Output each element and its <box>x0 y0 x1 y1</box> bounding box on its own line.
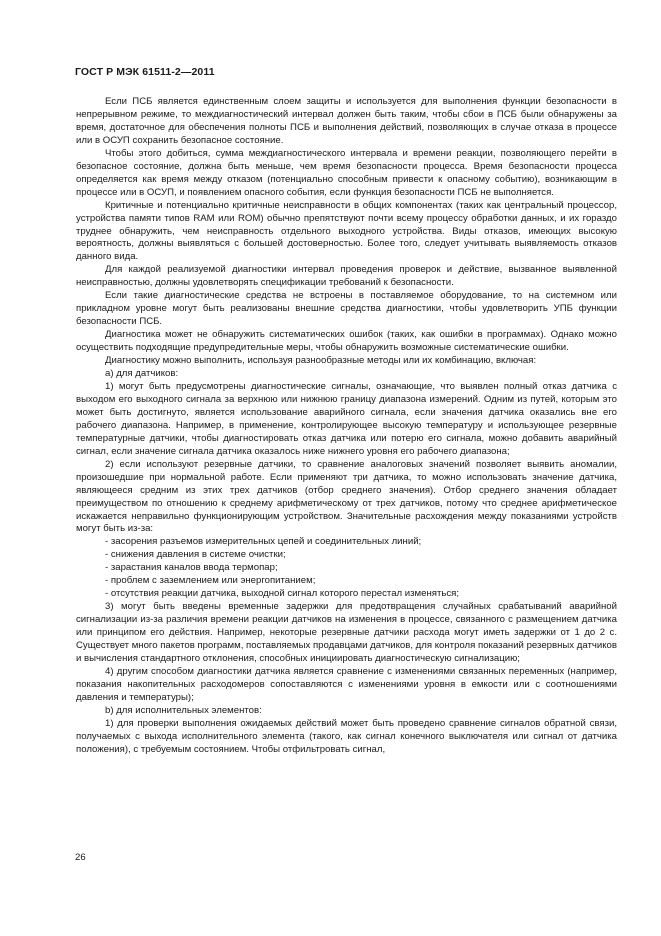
paragraph-5: Если такие диагностические средства не встроены в поставляемое оборудование, то на системном или прикладном уровне могут быть реализованы внешние средства диагностики, чтобы удовлетворить УПБ функции безопасности ПСБ. <box>76 290 617 328</box>
document-body <box>76 96 617 757</box>
list-item-sensors-1: 1) могут быть предусмотрены диагностические сигналы, означающие, что выявлен полный отказ датчика с выходом его выходного сигнала за верхнюю или нижнюю границу диапазона измерений. Одним из путей, которым это может быть достигнуто, является использование аварийного сигнала, если значения датчика оказались вне его рабочего диапазона. Например, в применение, контролирующее высокую температуру и использующее резервные температурные датчики, чтобы диагностировать отказ датчика или потерю его сигнала, можно добавить аварийный сигнал, если значение сигнала датчика оказалось ниже нижнего уровня его рабочего диапазона; <box>76 380 617 457</box>
dash-item: - отсутствия реакции датчика, выходной сигнал которого перестал изменяться; <box>105 588 460 600</box>
page-number: 26 <box>75 852 86 863</box>
dash-item: - зарастания каналов ввода термопар; <box>105 562 278 574</box>
list-item-actuators-1: 1) для проверки выполнения ожидаемых действий может быть проведено сравнение сигналов обратной связи, получаемых с выхода исполнительного элемента (такого, как сигнал конечного выключателя или сигнал от датчика положения), с требуемым состоянием. Чтобы отфильтровать сигнал, <box>76 717 617 755</box>
paragraph-4: Для каждой реализуемой диагностики интервал проведения проверок и действие, вызванное выявленной неисправностью, должны удовлетворять спецификации требований к безопасности. <box>76 264 617 289</box>
list-heading-sensors: а) для датчиков: <box>105 368 179 380</box>
paragraph-7: Диагностику можно выполнить, используя разнообразные методы или их комбинацию, включая: <box>105 355 537 367</box>
dash-item: - проблем с заземлением или энергопитанием; <box>105 575 316 587</box>
list-item-sensors-2: 2) если используют резервные датчики, то сравнение аналоговых значений позволяет выявить аномалии, произошедшие при нормальной работе. Если применяют три датчика, то можно использовать значение датчика, являющееся средним из этих трех датчиков (отбор среднего значения). Отбор среднего значения обладает преимуществом по отношению к среднему арифметическому от трех датчиков, потому что среднее арифметическое искажается неправильно функционирующим устройством. Значительные расхождения между показаниями устройств могут быть из-за: <box>76 458 617 535</box>
paragraph-2: Чтобы этого добиться, сумма междиагностического интервала и времени реакции, позволяющего перейти в безопасное состояние, должна быть меньше, чем время безопасности процесса. Время безопасности процесса определяется как время между отказом (потенциально способным привести к опасному событию), возникающим в процессе или в ОСУП, и появлением опасного события, если функция безопасности ПСБ не выполняется. <box>76 147 617 198</box>
paragraph-3: Критичные и потенциально критичные неисправности в общих компонентах (таких как центральный процессор, устройства памяти типов RAM или ROM) обычно препятствуют почти всему процессу обработки данных, и их гораздо труднее обнаружить, чем неисправность отдельного выходного устройства. Виды отказов, имеющих высокую вероятность, должны выявляться с большей достоверностью. Более того, следует учитывать выявляемость отказов данного вида. <box>76 199 617 263</box>
paragraph-1: Если ПСБ является единственным слоем защиты и используется для выполнения функции безопасности в непрерывном режиме, то междиагностический интервал должен быть таким, чтобы сбои в ПСБ были обнаружены за время, достаточное для обеспечения полноты ПСБ и выполнения действий, позволяющих в случае отказа в процессе или в ОСУП сохранить безопасное состояние. <box>76 96 617 146</box>
dash-item: - засорения разъемов измерительных цепей и соединительных линий; <box>105 536 422 548</box>
list-heading-actuators: b) для исполнительных элементов: <box>105 704 262 716</box>
page-header-standard-title: ГОСТ Р МЭК 61511-2—2011 <box>75 66 215 78</box>
list-item-sensors-4: 4) другим способом диагностики датчика является сравнение с изменениями связанных переменных (например, показания накопительных расходомеров сопоставляются с изменениями уровня в емкости или с соотношениями давления и температуры); <box>76 665 617 703</box>
dash-item: - снижения давления в системе очистки; <box>105 549 286 561</box>
paragraph-6: Диагностика может не обнаружить систематических ошибок (таких, как ошибки в программах). Однако можно осуществить подходящие предупредительные меры, чтобы обнаружить возможные систематические ошибки. <box>76 329 617 354</box>
list-item-sensors-3: 3) могут быть введены временные задержки для предотвращения случайных срабатываний аварийной сигнализации из-за различия времени реакции датчиков на изменения в процессе, связанного с размещением датчика или принципом его действия. Например, некоторые резервные датчики расхода могут иметь задержки от 1 до 2 с. Существует много пакетов программ, поставляемых продавцами датчиков, для контроля показаний резервных датчиков и вычисления стандартного отклонения, способных инициировать диагностическую сигнализацию; <box>76 601 617 664</box>
